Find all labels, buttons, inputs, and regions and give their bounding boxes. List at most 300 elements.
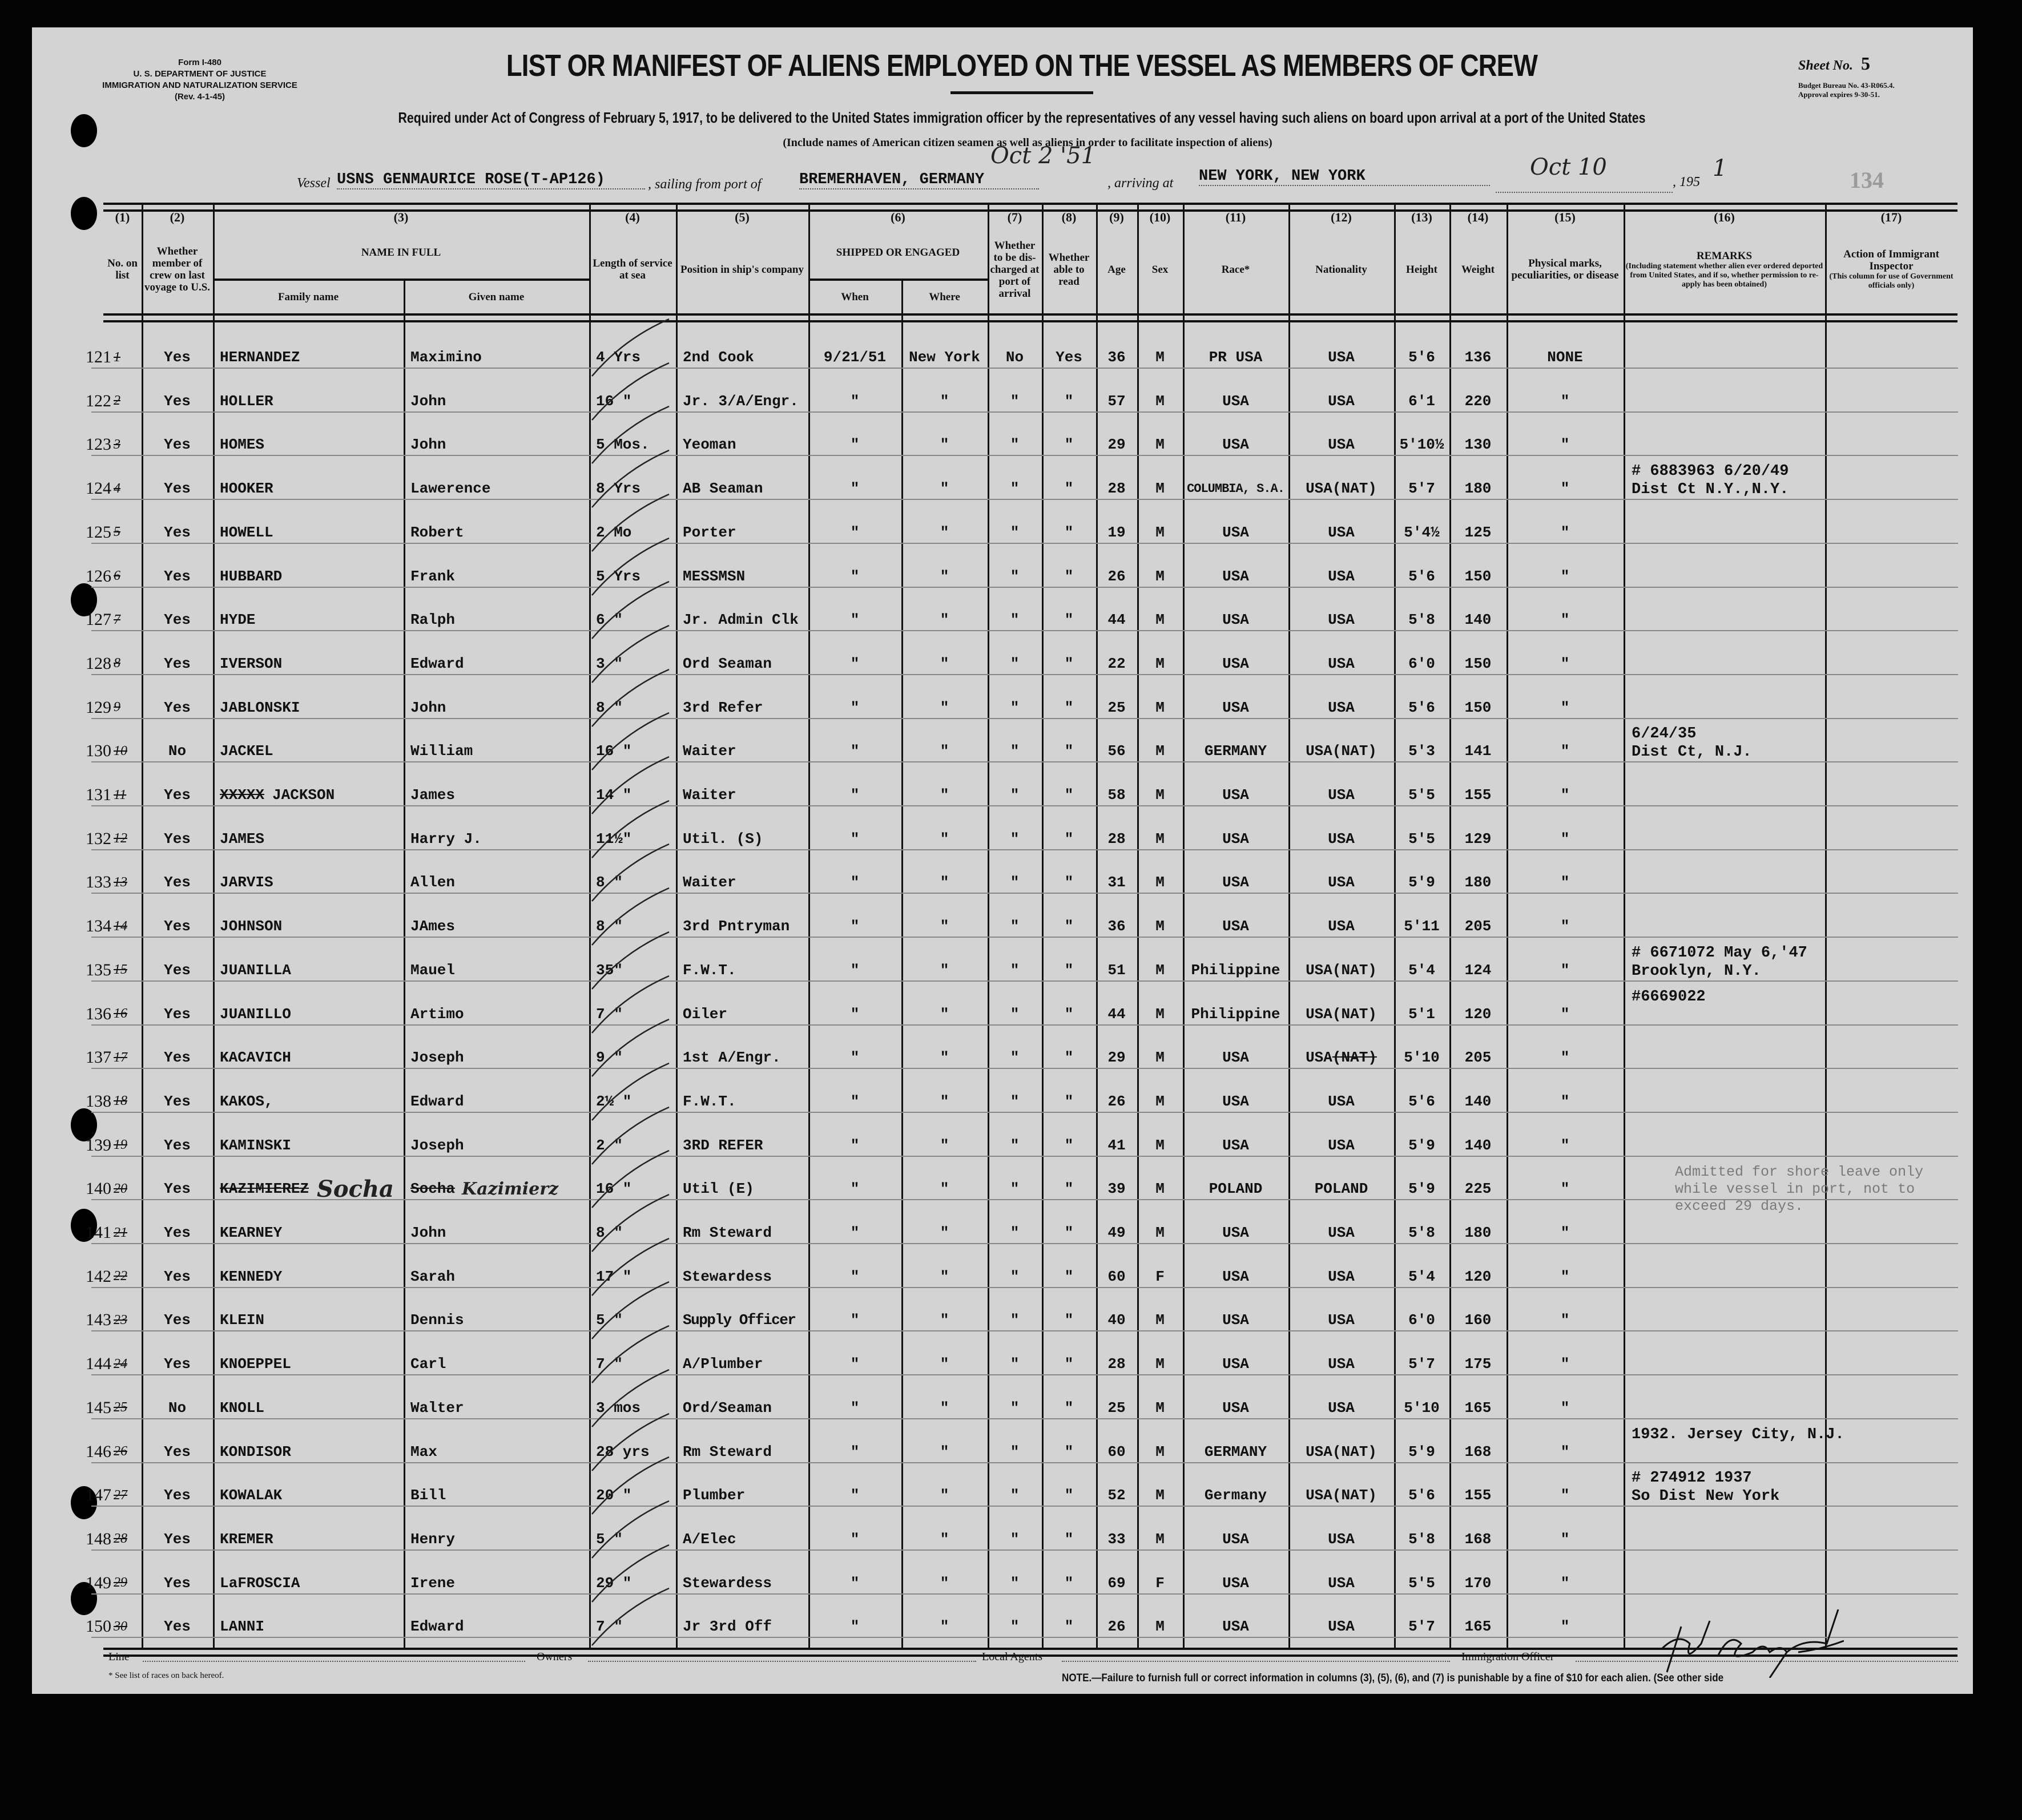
list-number: 133 xyxy=(86,873,111,892)
family-name-value: Socha xyxy=(317,1175,394,1202)
column-header-label: Race* xyxy=(1221,263,1250,276)
year-label: , 195 xyxy=(1673,175,1700,189)
nationality: USA xyxy=(1328,1574,1355,1592)
sex: M xyxy=(1155,1092,1165,1110)
line-number xyxy=(86,1264,140,1289)
given: John xyxy=(410,1224,446,1241)
nationality xyxy=(1288,1045,1394,1070)
height: 5'6 xyxy=(1408,699,1435,716)
list-number: 148 xyxy=(86,1529,111,1548)
sailing-label: , sailing from port of xyxy=(648,177,762,192)
column-subheader: Given name xyxy=(468,290,525,303)
sheet-line-number: 14 xyxy=(114,918,127,934)
weight: 125 xyxy=(1464,523,1492,541)
sheet-line-number: 22 xyxy=(114,1269,127,1284)
marks: " xyxy=(1560,1355,1570,1373)
nationality: USA xyxy=(1328,1355,1355,1373)
when: " xyxy=(850,611,860,629)
position: Util (E) xyxy=(683,1180,754,1198)
race: USA xyxy=(1222,1268,1249,1285)
where: " xyxy=(940,1224,949,1241)
sex: M xyxy=(1155,480,1165,498)
where: " xyxy=(940,1530,949,1548)
when: " xyxy=(850,961,860,979)
height: 6'1 xyxy=(1408,392,1435,410)
column-number-c15: (15) xyxy=(1554,210,1576,224)
discharged: " xyxy=(1010,523,1020,541)
sheet-line-number: 21 xyxy=(114,1225,127,1240)
given: Mauel xyxy=(410,961,456,979)
remarks xyxy=(1632,944,1807,980)
sheet-line-number: 15 xyxy=(114,962,127,978)
service: 2 " xyxy=(596,1136,623,1154)
service: 9 " xyxy=(596,1049,623,1067)
voyage: Yes xyxy=(164,1487,191,1504)
age: 28 xyxy=(1107,1355,1126,1373)
race: USA xyxy=(1222,1136,1249,1154)
weight: 150 xyxy=(1464,655,1492,672)
where: " xyxy=(940,1005,949,1023)
column-header-c10 xyxy=(1139,227,1181,312)
owners-label: Owners xyxy=(537,1650,573,1663)
family: KAKOS, xyxy=(220,1092,273,1110)
list-number: 130 xyxy=(86,741,111,761)
column-header-c7 xyxy=(989,227,1040,312)
family: LANNI xyxy=(220,1618,265,1636)
weight: 225 xyxy=(1464,1180,1492,1198)
where: " xyxy=(940,786,949,804)
weight: 140 xyxy=(1464,1136,1492,1154)
discharged: " xyxy=(1010,1224,1020,1241)
when: " xyxy=(850,1092,860,1110)
column-header-label: Whether to be dis-charged at port of arrival xyxy=(990,239,1040,300)
column-header-label: Nationality xyxy=(1315,263,1367,276)
nationality: USA xyxy=(1328,699,1355,716)
race: Philippine xyxy=(1191,961,1280,979)
list-number: 143 xyxy=(86,1310,111,1330)
voyage: Yes xyxy=(164,436,191,454)
column-number-c6: (6) xyxy=(891,210,905,224)
given: Artimo xyxy=(410,1005,464,1023)
race: USA xyxy=(1222,567,1249,585)
family: KREMER xyxy=(220,1530,273,1548)
voyage: Yes xyxy=(164,611,191,629)
remarks xyxy=(1632,725,1752,761)
sex: M xyxy=(1155,1530,1165,1548)
discharged: " xyxy=(1010,1180,1020,1198)
position: Waiter xyxy=(683,874,736,891)
marks: " xyxy=(1560,1268,1570,1285)
height: 5'7 xyxy=(1408,1618,1435,1636)
discharged: " xyxy=(1010,436,1020,454)
where: New York xyxy=(909,349,980,366)
where: " xyxy=(940,523,949,541)
marks: " xyxy=(1560,961,1570,979)
column-number-c17: (17) xyxy=(1880,210,1902,224)
column-header-label: Whether able to read xyxy=(1048,251,1090,288)
discharged: " xyxy=(1010,1005,1020,1023)
list-number: 137 xyxy=(86,1048,111,1067)
sex: M xyxy=(1155,436,1165,454)
title-rule xyxy=(950,91,1093,94)
race: USA xyxy=(1222,1618,1249,1636)
given: Irene xyxy=(410,1574,456,1592)
list-number: 129 xyxy=(86,697,111,717)
line-number xyxy=(86,739,140,764)
family: KNOEPPEL xyxy=(220,1355,291,1373)
position: 3rd Refer xyxy=(683,699,763,716)
when: " xyxy=(850,436,860,454)
remarks-line: # 6671072 May 6,'47 xyxy=(1632,944,1807,962)
weight: 180 xyxy=(1464,874,1492,891)
nationality: USA xyxy=(1328,655,1355,672)
when: " xyxy=(850,1443,860,1460)
column-header-c5 xyxy=(678,227,807,312)
sex: M xyxy=(1155,830,1165,848)
nationality: USA xyxy=(1328,1618,1355,1636)
age: 36 xyxy=(1107,349,1126,366)
voyage: Yes xyxy=(164,480,191,498)
read: " xyxy=(1064,1092,1074,1110)
sex: M xyxy=(1155,1487,1165,1504)
when: " xyxy=(850,567,860,585)
sheet-line-number: 2 xyxy=(114,393,120,409)
sex: M xyxy=(1155,1618,1165,1636)
voyage: Yes xyxy=(164,1268,191,1285)
when: " xyxy=(850,874,860,891)
local-agents-field xyxy=(1062,1661,1450,1662)
nationality: USA xyxy=(1328,436,1355,454)
column-number-c8: (8) xyxy=(1061,210,1077,224)
discharged: " xyxy=(1010,1443,1020,1460)
age: 26 xyxy=(1107,567,1126,585)
read: " xyxy=(1064,1487,1074,1504)
height: 5'10½ xyxy=(1399,436,1444,454)
read: " xyxy=(1064,961,1074,979)
discharged: " xyxy=(1010,1268,1020,1285)
voyage: Yes xyxy=(164,786,191,804)
sex: M xyxy=(1155,699,1165,716)
position: A/Elec xyxy=(683,1530,736,1548)
service: 3 mos xyxy=(596,1399,641,1417)
remarks-line: # 274912 1937 xyxy=(1632,1470,1752,1487)
marks: " xyxy=(1560,611,1570,629)
list-number: 125 xyxy=(86,522,111,542)
read: " xyxy=(1064,1530,1074,1548)
service: 8 " xyxy=(596,699,623,716)
height: 5'4 xyxy=(1408,961,1435,979)
sheet-line-number: 19 xyxy=(114,1137,127,1153)
given: John xyxy=(410,699,446,716)
when: " xyxy=(850,1224,860,1241)
struck-family-name: XXXXX xyxy=(220,786,265,804)
read: " xyxy=(1064,786,1074,804)
sheet-line-number: 30 xyxy=(114,1619,127,1634)
height: 5'7 xyxy=(1408,1355,1435,1373)
when: " xyxy=(850,392,860,410)
column-number-c4: (4) xyxy=(625,210,640,224)
voyage: Yes xyxy=(164,1049,191,1067)
read: " xyxy=(1064,742,1074,760)
list-number: 149 xyxy=(86,1573,111,1592)
race: USA xyxy=(1222,1574,1249,1592)
nationality: USA(NAT) xyxy=(1306,742,1377,760)
marks: " xyxy=(1560,1224,1570,1241)
sheet-line-number: 20 xyxy=(114,1181,127,1196)
read: " xyxy=(1064,1136,1074,1154)
height: 5'9 xyxy=(1408,1443,1435,1460)
sex: M xyxy=(1155,1180,1165,1198)
read: " xyxy=(1064,830,1074,848)
line-number xyxy=(86,1483,140,1508)
nationality: USA xyxy=(1328,392,1355,410)
when: " xyxy=(850,1530,860,1548)
where: " xyxy=(940,480,949,498)
age: 49 xyxy=(1107,1224,1126,1241)
when: " xyxy=(850,1574,860,1592)
where: " xyxy=(940,1574,949,1592)
age: 26 xyxy=(1107,1618,1126,1636)
marks: " xyxy=(1560,1180,1570,1198)
discharged: " xyxy=(1010,1487,1020,1504)
family: KOWALAK xyxy=(220,1487,283,1504)
given: Edward xyxy=(410,655,464,672)
voyage: Yes xyxy=(164,1618,191,1636)
family: JOHNSON xyxy=(220,918,283,935)
immigration-officer-label: Immigration Officer xyxy=(1461,1650,1554,1663)
form-revision: (Rev. 4-1-45) xyxy=(174,92,225,102)
list-number: 131 xyxy=(86,785,111,804)
list-number: 146 xyxy=(86,1442,111,1461)
sheet-line-number: 17 xyxy=(114,1050,127,1065)
column-header-c9 xyxy=(1098,227,1135,312)
sex: M xyxy=(1155,1224,1165,1241)
position: Util. (S) xyxy=(683,830,763,848)
list-number: 145 xyxy=(86,1398,111,1417)
list-number: 127 xyxy=(86,610,111,629)
read: " xyxy=(1064,1355,1074,1373)
local-agents-label: Local Agents xyxy=(982,1650,1043,1663)
voyage: Yes xyxy=(164,523,191,541)
marks: " xyxy=(1560,1399,1570,1417)
voyage: Yes xyxy=(164,830,191,848)
where: " xyxy=(940,1355,949,1373)
given: Harry J. xyxy=(410,830,482,848)
family: JAMES xyxy=(220,830,265,848)
age: 40 xyxy=(1107,1311,1126,1329)
sheet-line-number: 3 xyxy=(114,437,120,452)
marks: " xyxy=(1560,523,1570,541)
voyage: Yes xyxy=(164,1224,191,1241)
position: 2nd Cook xyxy=(683,349,754,366)
service: 5 Yrs xyxy=(596,567,641,585)
given: JAmes xyxy=(410,918,456,935)
when: " xyxy=(850,1399,860,1417)
weight: 168 xyxy=(1464,1530,1492,1548)
line-number xyxy=(86,345,140,370)
discharged: " xyxy=(1010,480,1020,498)
service: 7 " xyxy=(596,1005,623,1023)
service-name: IMMIGRATION AND NATURALIZATION SERVICE xyxy=(102,80,297,90)
list-number: 139 xyxy=(86,1135,111,1155)
family: KLEIN xyxy=(220,1311,265,1329)
list-number: 121 xyxy=(86,348,111,366)
marks: " xyxy=(1560,1136,1570,1154)
remarks xyxy=(1632,988,1706,1006)
officer-signature xyxy=(1656,1609,1844,1678)
sheet-value: 5 xyxy=(1861,53,1870,74)
height: 5'6 xyxy=(1408,567,1435,585)
punch-hole xyxy=(71,197,97,230)
discharged: " xyxy=(1010,1049,1020,1067)
when: " xyxy=(850,1180,860,1198)
arriving-label: , arriving at xyxy=(1107,176,1174,191)
marks: " xyxy=(1560,436,1570,454)
where: " xyxy=(940,567,949,585)
position: 1st A/Engr. xyxy=(683,1049,781,1067)
height: 6'0 xyxy=(1408,655,1435,672)
line-number xyxy=(86,826,140,852)
age: 44 xyxy=(1107,611,1126,629)
marks: " xyxy=(1560,1530,1570,1548)
marks: " xyxy=(1560,1487,1570,1504)
height: 5'4 xyxy=(1408,1268,1435,1285)
sex: M xyxy=(1155,1355,1165,1373)
column-number-c14: (14) xyxy=(1467,210,1489,224)
height: 5'4½ xyxy=(1404,523,1440,541)
form-identifier xyxy=(86,57,314,103)
given: James xyxy=(410,786,456,804)
height: 6'0 xyxy=(1408,1311,1435,1329)
voyage: Yes xyxy=(164,1005,191,1023)
race: Philippine xyxy=(1191,1005,1280,1023)
line-number xyxy=(86,651,140,676)
line-number xyxy=(86,389,140,414)
voyage: No xyxy=(168,742,187,760)
discharged: " xyxy=(1010,1355,1020,1373)
height: 5'6 xyxy=(1408,1092,1435,1110)
age: 56 xyxy=(1107,742,1126,760)
sheet-line-number: 18 xyxy=(114,1093,127,1109)
line-number xyxy=(86,782,140,808)
race: USA xyxy=(1222,1530,1249,1548)
race: PR USA xyxy=(1209,349,1263,366)
service: 2 Mo xyxy=(596,523,632,541)
weight: 168 xyxy=(1464,1443,1492,1460)
family: JARVIS xyxy=(220,874,273,891)
weight: 120 xyxy=(1464,1005,1492,1023)
sheet-line-number: 12 xyxy=(114,831,127,846)
penalty-note: NOTE.—Failure to furnish full or correct information in columns (3), (5), (6), and (7) is punishable by a fine of $10 for each alien. (See other side xyxy=(1062,1672,1724,1684)
race: USA xyxy=(1222,918,1249,935)
position: Ord/Seaman xyxy=(683,1399,772,1417)
column-header-c11 xyxy=(1185,227,1287,312)
sex: M xyxy=(1155,1005,1165,1023)
height: 5'7 xyxy=(1408,480,1435,498)
column-header-c6 xyxy=(810,228,986,276)
family: KEARNEY xyxy=(220,1224,283,1241)
age: 69 xyxy=(1107,1574,1126,1592)
weight: 141 xyxy=(1464,742,1492,760)
column-number-c5: (5) xyxy=(735,210,750,224)
marks: " xyxy=(1560,742,1570,760)
sheet-line-number: 24 xyxy=(114,1356,127,1371)
service: 6 " xyxy=(596,611,623,629)
voyage: Yes xyxy=(164,1180,191,1198)
line-number xyxy=(86,914,140,939)
read: " xyxy=(1064,392,1074,410)
read: " xyxy=(1064,874,1074,891)
vessel-line xyxy=(297,143,1758,194)
line-number xyxy=(86,1133,140,1158)
given: Robert xyxy=(410,523,464,541)
where: " xyxy=(940,1311,949,1329)
column-number-c3: (3) xyxy=(393,210,409,224)
weight: 140 xyxy=(1464,1092,1492,1110)
nationality: USA(NAT) xyxy=(1306,1443,1377,1460)
age: 28 xyxy=(1107,480,1126,498)
nationality: USA xyxy=(1328,786,1355,804)
family: HOOKER xyxy=(220,480,273,498)
sheet-line-number: 7 xyxy=(114,612,120,627)
when: " xyxy=(850,786,860,804)
column-header-label: Action of Immigrant Inspector xyxy=(1843,248,1939,272)
service: 8 Yrs xyxy=(596,480,641,498)
height: 5'10 xyxy=(1404,1049,1440,1067)
when: " xyxy=(850,1268,860,1285)
height: 5'11 xyxy=(1404,918,1440,935)
weight: 205 xyxy=(1464,1049,1492,1067)
discharged: " xyxy=(1010,1136,1020,1154)
service: 5 Mos. xyxy=(596,436,650,454)
marks: " xyxy=(1560,655,1570,672)
column-header-c16 xyxy=(1625,227,1823,312)
where: " xyxy=(940,392,949,410)
nationality: USA xyxy=(1328,1311,1355,1329)
column-header-c14 xyxy=(1451,227,1505,312)
given: Joseph xyxy=(410,1049,464,1067)
read: " xyxy=(1064,523,1074,541)
sheet-line-number: 9 xyxy=(114,700,120,715)
race: USA xyxy=(1222,1224,1249,1241)
family: HYDE xyxy=(220,611,256,629)
weight: 160 xyxy=(1464,1311,1492,1329)
vessel-label: Vessel xyxy=(297,176,331,191)
when: " xyxy=(850,1618,860,1636)
given: Joseph xyxy=(410,1136,464,1154)
sex: M xyxy=(1155,961,1165,979)
when: " xyxy=(850,1136,860,1154)
when: " xyxy=(850,655,860,672)
sex: F xyxy=(1155,1268,1165,1285)
age: 31 xyxy=(1107,874,1126,891)
family: JUANILLO xyxy=(220,1005,291,1023)
column-number-c11: (11) xyxy=(1225,210,1246,224)
voyage: Yes xyxy=(164,1136,191,1154)
discharged: " xyxy=(1010,392,1020,410)
position: Jr. Admin Clk xyxy=(683,611,799,629)
position: Porter xyxy=(683,523,736,541)
age: 22 xyxy=(1107,655,1126,672)
column-number-c9: (9) xyxy=(1109,210,1124,224)
line-number xyxy=(86,1089,140,1114)
weight: 170 xyxy=(1464,1574,1492,1592)
nationality: USA(NAT) xyxy=(1306,1005,1377,1023)
discharged: " xyxy=(1010,830,1020,848)
given: John xyxy=(410,392,446,410)
sex: M xyxy=(1155,349,1165,366)
family: HERNANDEZ xyxy=(220,349,300,366)
